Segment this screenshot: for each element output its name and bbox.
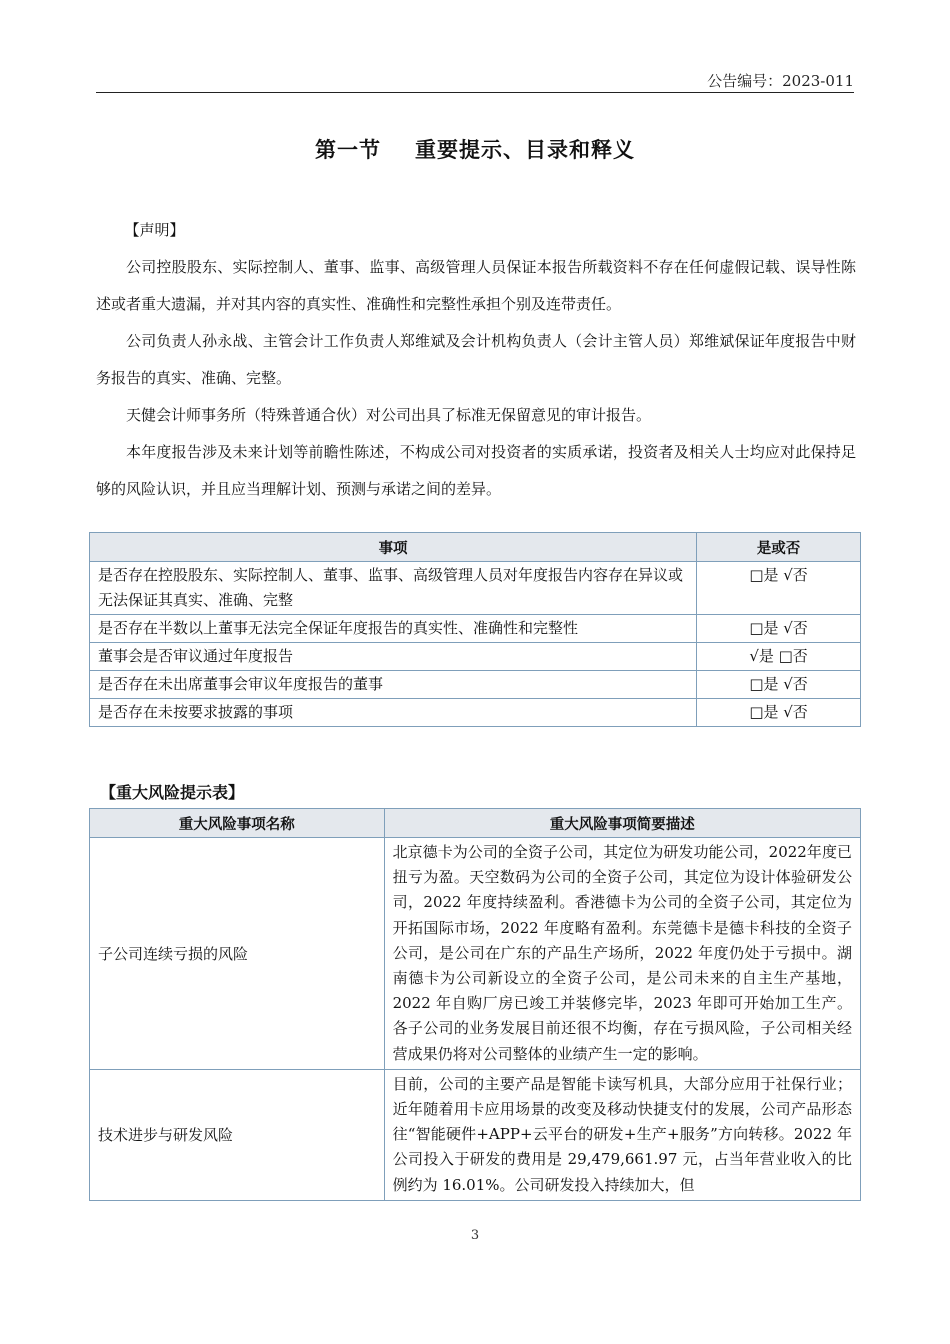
column-header: 重大风险事项名称	[90, 809, 385, 838]
column-header: 事项	[90, 533, 697, 562]
confirmation-table	[89, 532, 861, 727]
risk-name-cell: 技术进步与研发风险	[90, 1069, 385, 1200]
announcement-code: 公告编号：2023-011	[707, 72, 854, 90]
statement-paragraph: 公司负责人孙永战、主管会计工作负责人郑维斌及会计机构负责人（会计主管人员）郑维斌保证年度报告中财务报告的真实、准确、完整。	[96, 332, 856, 387]
section-number: 第一节	[315, 138, 381, 162]
column-header: 重大风险事项简要描述	[384, 809, 860, 838]
statement-paragraph: 本年度报告涉及未来计划等前瞻性陈述，不构成公司对投资者的实质承诺，投资者及相关人士均应对此保持足够的风险认识，并且应当理解计划、预测与承诺之间的差异。	[96, 443, 856, 498]
table-header-row	[90, 809, 861, 838]
table-row	[90, 643, 861, 671]
item-cell: 是否存在控股股东、实际控制人、董事、监事、高级管理人员对年度报告内容存在异议或无法保证其真实、准确、完整	[90, 562, 697, 615]
section-title	[0, 134, 950, 164]
column-header: 是或否	[697, 533, 861, 562]
answer-cell: □是 √否	[697, 671, 861, 699]
header-divider	[96, 92, 854, 93]
item-cell: 是否存在未出席董事会审议年度报告的董事	[90, 671, 697, 699]
statement-paragraph: 公司控股股东、实际控制人、董事、监事、高级管理人员保证本报告所载资料不存在任何虚假记载、误导性陈述或者重大遗漏，并对其内容的真实性、准确性和完整性承担个别及连带责任。	[96, 258, 856, 313]
risk-description-cell: 北京德卡为公司的全资子公司，其定位为研发功能公司，2022年度已扭亏为盈。天空数码为公司的全资子公司，其定位为设计体验研发公司，2022 年度持续盈利。香港德卡为公司的全资子公司，其定位为开拓国际市场，2022 年度略有盈利。东莞德卡是德卡科技的全资子公司，是公司在广东的产品生产场所，2022 年度仍处于亏损中。湖南德卡为公司新设立的全资子公司，是公司未来的自主生产基地，2022 年自购厂房已竣工并装修完毕，2023 年即可开始加工生产。各子公司的业务发展目前还很不均衡，存在亏损风险，子公司相关经营成果仍将对公司整体的业绩产生一定的影响。	[384, 838, 860, 1070]
item-cell: 是否存在未按要求披露的事项	[90, 699, 697, 727]
answer-cell: □是 √否	[697, 615, 861, 643]
table-row	[90, 615, 861, 643]
statement-label: 【声明】	[124, 221, 185, 239]
answer-cell: □是 √否	[697, 699, 861, 727]
table-row	[90, 562, 861, 615]
statement-paragraph: 天健会计师事务所（特殊普通合伙）对公司出具了标准无保留意见的审计报告。	[126, 406, 652, 424]
answer-cell: □是 √否	[697, 562, 861, 615]
statement-block	[96, 212, 856, 508]
table-row	[90, 1069, 861, 1200]
answer-cell: √是 □否	[697, 643, 861, 671]
page-number: 3	[470, 1228, 480, 1243]
risk-table-title: 【重大风险提示表】	[100, 783, 245, 802]
item-cell: 董事会是否审议通过年度报告	[90, 643, 697, 671]
table-row	[90, 699, 861, 727]
risk-description-cell: 目前，公司的主要产品是智能卡读写机具，大部分应用于社保行业；近年随着用卡应用场景的改变及移动快捷支付的发展，公司产品形态往“智能硬件+APP+云平台的研发+生产+服务”方向转移。2022 年公司投入于研发的费用是 29,479,661.97 元，占当年营业收入的比例约为 16.01%。公司研发投入持续加大，但	[384, 1069, 860, 1200]
table-header-row	[90, 533, 861, 562]
table-row	[90, 838, 861, 1070]
table-row	[90, 671, 861, 699]
risk-name-cell: 子公司连续亏损的风险	[90, 838, 385, 1070]
section-heading: 重要提示、目录和释义	[415, 138, 635, 162]
risk-table	[89, 808, 861, 1201]
item-cell: 是否存在半数以上董事无法完全保证年度报告的真实性、准确性和完整性	[90, 615, 697, 643]
